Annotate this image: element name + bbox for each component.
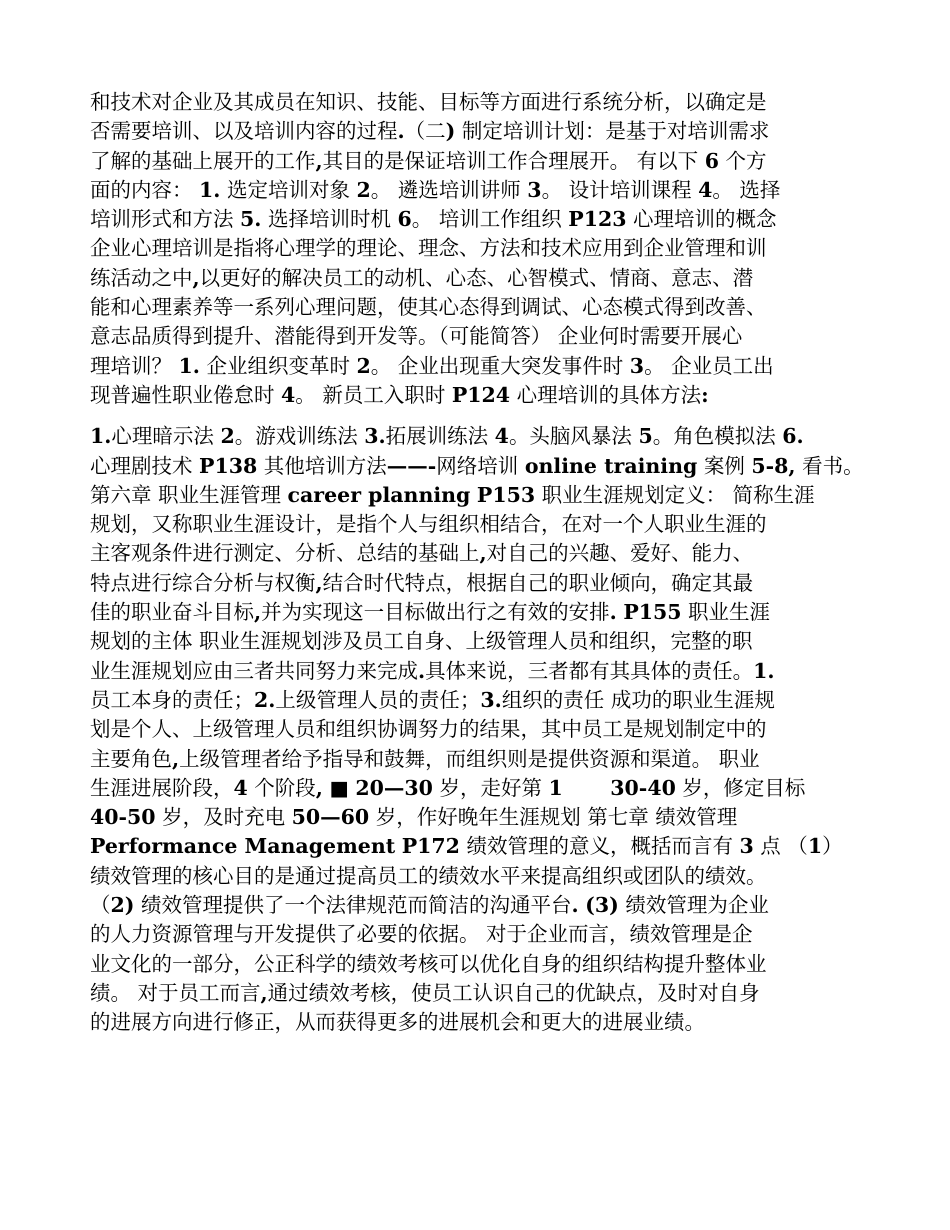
text-run: 。 企业员工出 [644,353,774,378]
text-run: 心理培训的具体方法 [510,382,702,407]
text-line [90,803,880,832]
text-run: 对自己的兴趣、爱好、能力、 [486,541,754,566]
bold-text-run: 4 [494,424,509,449]
text-line [90,745,880,774]
text-run: 绩效管理的核心目的是通过提高员工的绩效水平来提高组织或团队的绩效。 [90,863,767,888]
text-run: 规划，又称职业生涯设计，是指个人与组织相结合，在对一个人职业生涯的 [90,512,767,537]
text-run: 岁，修定目标 [675,775,806,800]
text-run: 。游戏训练法 [234,424,365,449]
text-run: 的人力资源管理与开发提供了必要的依据。 对于企业而言，绩效管理是企 [90,922,753,947]
text-run: 心理暗示法 [111,424,221,449]
bold-text-run: 2 [356,353,371,378]
text-run: 。 遴选培训讲师 [370,177,528,202]
text-run: 结合时代特点，根据自己的职业倾向，确定其最 [322,570,754,595]
text-run: 网络培训 [436,453,525,478]
text-run: 的进展方向进行修正，从而获得更多的进展机会和更大的进展业绩。 [90,1010,705,1035]
text-run: 绩效管理提供了一个法律规范而简洁的沟通平台 [134,893,572,918]
text-run: 生涯进展阶段， [90,775,234,800]
text-run: 职业生涯 [681,600,771,625]
bold-text-run: . [397,119,405,144]
text-run: 特点进行综合分析与权衡 [90,570,316,595]
bold-text-run: 6 [397,207,412,232]
paragraph-gap [90,410,880,422]
bold-text-run: P124 [451,382,511,407]
text-run [563,776,611,800]
text-run: 员工本身的责任； [90,687,254,712]
bold-text-run: 4 [281,382,296,407]
bold-text-run: 5 [638,424,653,449]
bold-text-run: , [315,775,323,800]
text-run: 岁，及时充电 [155,805,292,830]
bold-text-run: ——- [386,453,437,478]
text-run: 主要角色 [90,746,172,771]
text-line [90,422,880,451]
text-run: 。 培训工作组织 [411,207,569,232]
bold-text-run: , [260,980,268,1005]
text-line [90,920,880,949]
bold-text-run: . [418,658,426,683]
text-run: 理培训？ [90,353,179,378]
text-run: 能和心理素养等一系列心理问题，使其心态得到调试、心态模式得到改善、 [90,295,767,320]
bold-text-run: 6. [782,424,804,449]
text-run: 绩效管理为企业 [618,893,769,918]
bold-text-run: ) [445,119,456,144]
text-run: 选定培训对象 [220,177,357,202]
bold-text-run: 5-8, [751,453,796,478]
text-run: 点 （ [753,834,808,859]
text-run: 制定培训计划：是基于对培训需求 [455,119,770,144]
bold-text-run: 3 [527,177,542,202]
bold-text-run: career planning [287,482,471,507]
text-run: 主客观条件进行测定、分析、总结的基础上 [90,541,480,566]
bold-text-run: 1. [753,658,775,683]
bold-text-run: : [701,382,709,407]
text-run: 拓展训练法 [385,424,495,449]
text-run: ） [822,834,843,859]
text-line [90,979,880,1008]
bold-text-run: , [315,570,323,595]
bold-text-run: P138 [199,453,258,478]
text-run: 其目的是保证培训工作合理展开。 有以下 [322,148,705,173]
bold-text-run: Performance Management [90,834,396,859]
text-run: 。 设计培训课程 [541,177,699,202]
text-run: （二 [404,119,446,144]
bold-text-run: 20—30 [355,775,433,800]
text-run: 。 选择 [712,177,781,202]
text-line [90,1008,880,1037]
bold-text-run: 30-40 [610,775,676,800]
bold-text-run: 50—60 [291,805,370,830]
text-line [90,569,880,598]
text-line [90,176,880,205]
text-run: 选择培训时机 [261,207,398,232]
bold-text-run: 3. [480,687,502,712]
text-run: 心理培训的概念 [626,207,777,232]
text-run: 了解的基础上展开的工作 [90,148,316,173]
bold-text-run: , [172,746,180,771]
bold-text-run: , [192,265,200,290]
text-run: 以更好的解决员工的动机、心态、心智模式、情商、意志、潜 [199,265,754,290]
text-run: 心理剧技术 [90,453,200,478]
text-run: 。角色模拟法 [652,424,783,449]
text-line [90,950,880,979]
text-line [90,293,880,322]
bold-text-run: 1 [548,775,563,800]
text-run: 绩。 对于员工而言 [90,980,261,1005]
text-run: 规划的主体 职业生涯规划涉及员工自身、上级管理人员和组织，完整的职 [90,629,753,654]
text-line [90,481,880,510]
bold-text-run: 2. [254,687,276,712]
text-run: 岁，走好第 [432,775,549,800]
bold-text-run: P172 [401,834,460,859]
paragraph-career-and-performance [90,422,880,1037]
text-line [90,452,880,481]
text-run: 第六章 职业生涯管理 [90,482,288,507]
bold-text-run: 2 [356,177,371,202]
text-run: 佳的职业奋斗目标 [90,600,254,625]
text-run: 业生涯规划应由三者共同努力来完成 [90,658,418,683]
text-run: 岁，作好晚年生涯规划 第七章 绩效管理 [369,805,738,830]
bold-text-run: 1. [90,424,112,449]
text-run: 具体来说，三者都有其具体的责任。 [425,658,754,683]
bold-text-run: . [609,600,617,625]
bold-text-run: 3. [364,424,386,449]
bold-text-run: 6 [704,148,719,173]
text-line [90,539,880,568]
bold-text-run: 1. [178,353,200,378]
text-line [90,352,880,381]
text-run: 面的内容： [90,177,200,202]
bold-text-run: (3) [585,893,619,918]
text-run: （ [90,893,111,918]
text-line [90,627,880,656]
text-run: 案例 [697,453,752,478]
bold-text-run: 2) [110,893,135,918]
text-line [90,657,880,686]
text-run: 看书。 [795,453,864,478]
text-line [90,205,880,234]
text-run: 职业生涯规划定义： 简称生涯 [535,482,815,507]
text-line [90,147,880,176]
text-run: 。 新员工入职时 [295,382,452,407]
paragraph-training-and-psychology [90,88,880,410]
bold-text-run: 4 [233,775,248,800]
text-run: 现普遍性职业倦怠时 [90,382,282,407]
bold-text-run: P153 [476,482,536,507]
text-run: 企业心理培训是指将心理学的理论、理念、方法和技术应用到企业管理和训 [90,236,767,261]
text-line [90,510,880,539]
text-run: 练活动之中 [90,265,193,290]
text-line [90,598,880,627]
text-line [90,322,880,351]
text-run: 培训形式和方法 [90,207,241,232]
text-run: 意志品质得到提升、潜能得到开发等。（可能简答） 企业何时需要开展心 [90,324,743,349]
bold-text-run: P155 [623,600,682,625]
text-line [90,832,880,861]
bold-text-run: 1. [199,177,221,202]
text-line [90,88,880,117]
text-line [90,381,880,410]
text-run: 其他培训方法 [257,453,387,478]
bold-text-run: online training [524,453,698,478]
text-run: 和技术对企业及其成员在知识、技能、目标等方面进行系统分析，以确定是 [90,90,767,114]
bold-text-run: , [254,600,262,625]
text-line [90,715,880,744]
text-line [90,117,880,146]
document-page [90,88,880,1038]
text-line [90,774,880,803]
text-run: 业文化的一部分，公正科学的绩效考核可以优化自身的组织结构提升整体业 [90,951,767,976]
bold-text-run: 3 [739,834,754,859]
bold-text-run: P123 [568,207,627,232]
bold-text-run: 40-50 [90,805,156,830]
text-run: 划是个人、上级管理人员和组织协调努力的结果，其中员工是规划制定中的 [90,717,767,742]
text-run: 绩效管理的意义，概括而言有 [459,834,740,859]
bold-text-run: 3 [629,353,645,378]
bold-text-run: ■ [329,775,349,800]
bold-text-run: , [479,541,487,566]
text-run: 否需要培训、以及培训内容的过程 [90,119,398,144]
text-run: 。 企业出现重大突发事件时 [370,353,630,378]
text-run: 组织的责任 成功的职业生涯规 [501,687,775,712]
bold-text-run: , [315,148,323,173]
bold-text-run: 1 [807,834,823,859]
text-run: 。头脑风暴法 [508,424,639,449]
bold-text-run: 4 [698,177,713,202]
text-line [90,234,880,263]
text-run: 通过绩效考核，使员工认识自己的优缺点，及时对自身 [267,980,760,1005]
bold-text-run: . [571,893,579,918]
text-run: 个阶段 [247,775,316,800]
text-run: 个方 [718,148,767,173]
bold-text-run: 5. [240,207,262,232]
text-line [90,862,880,891]
text-line [90,264,880,293]
text-run: 并为实现这一目标做出行之有效的安排 [261,600,610,625]
text-line [90,891,880,920]
text-line [90,686,880,715]
bold-text-run: 2 [220,424,235,449]
text-run: 上级管理者给予指导和鼓舞，而组织则是提供资源和渠道。 职业 [179,746,760,771]
text-run: 企业组织变革时 [199,353,357,378]
text-run: 上级管理人员的责任； [275,687,481,712]
